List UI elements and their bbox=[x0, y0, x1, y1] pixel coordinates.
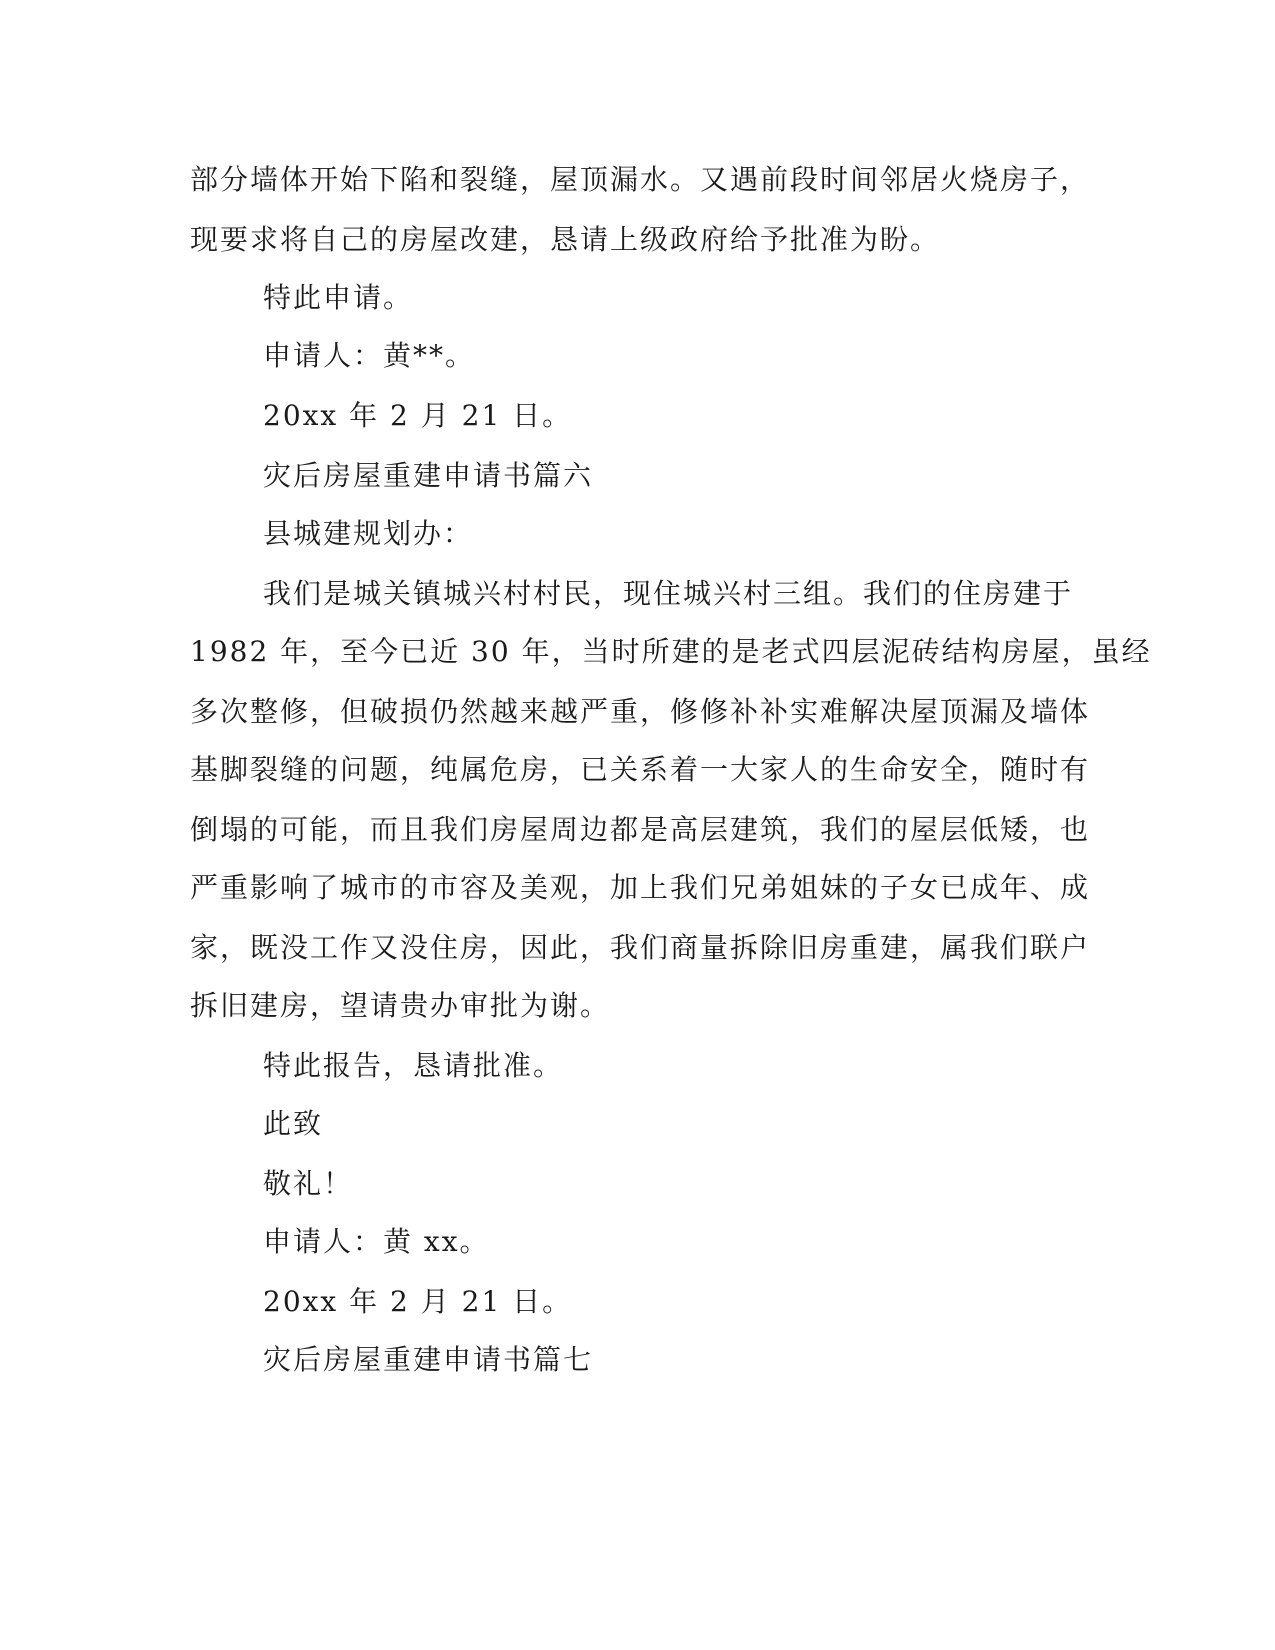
paragraph-line: 倒塌的可能，而且我们房屋周边都是高层建筑，我们的屋层低矮，也 bbox=[190, 813, 1091, 846]
salutation-line: 敬礼！ bbox=[263, 1167, 354, 1200]
date-line: 20xx 年 2 月 21 日。 bbox=[263, 1285, 573, 1318]
paragraph-line: 部分墙体开始下陷和裂缝，屋顶漏水。又遇前段时间邻居火烧房子， bbox=[190, 163, 1091, 196]
applicant-signature: 申请人：黄**。 bbox=[263, 339, 476, 372]
section-title: 灾后房屋重建申请书篇七 bbox=[263, 1343, 594, 1376]
paragraph-line: 拆旧建房，望请贵办审批为谢。 bbox=[190, 989, 611, 1022]
paragraph-line: 严重影响了城市的市容及美观，加上我们兄弟姐妹的子女已成年、成 bbox=[190, 871, 1091, 904]
paragraph-line: 基脚裂缝的问题，纯属危房，已关系着一大家人的生命安全，随时有 bbox=[190, 753, 1091, 786]
closing-statement: 特此报告，恳请批准。 bbox=[263, 1049, 564, 1082]
section-title: 灾后房屋重建申请书篇六 bbox=[263, 459, 594, 492]
salutation-line: 此致 bbox=[263, 1107, 324, 1140]
paragraph-line: 1982 年，至今已近 30 年，当时所建的是老式四层泥砖结构房屋，虽经 bbox=[190, 635, 1152, 668]
date-line: 20xx 年 2 月 21 日。 bbox=[263, 399, 573, 432]
paragraph-line: 现要求将自己的房屋改建，恳请上级政府给予批准为盼。 bbox=[190, 223, 941, 256]
paragraph-line: 多次整修，但破损仍然越来越严重，修修补补实难解决屋顶漏及墙体 bbox=[190, 695, 1091, 728]
applicant-signature: 申请人：黄 xx。 bbox=[263, 1225, 490, 1258]
addressee: 县城建规划办： bbox=[263, 517, 474, 550]
paragraph-line: 我们是城关镇城兴村村民，现住城兴村三组。我们的住房建于 bbox=[263, 577, 1074, 610]
paragraph-line: 家，既没工作又没住房，因此，我们商量拆除旧房重建，属我们联户 bbox=[190, 931, 1091, 964]
closing-statement: 特此申请。 bbox=[263, 281, 414, 314]
